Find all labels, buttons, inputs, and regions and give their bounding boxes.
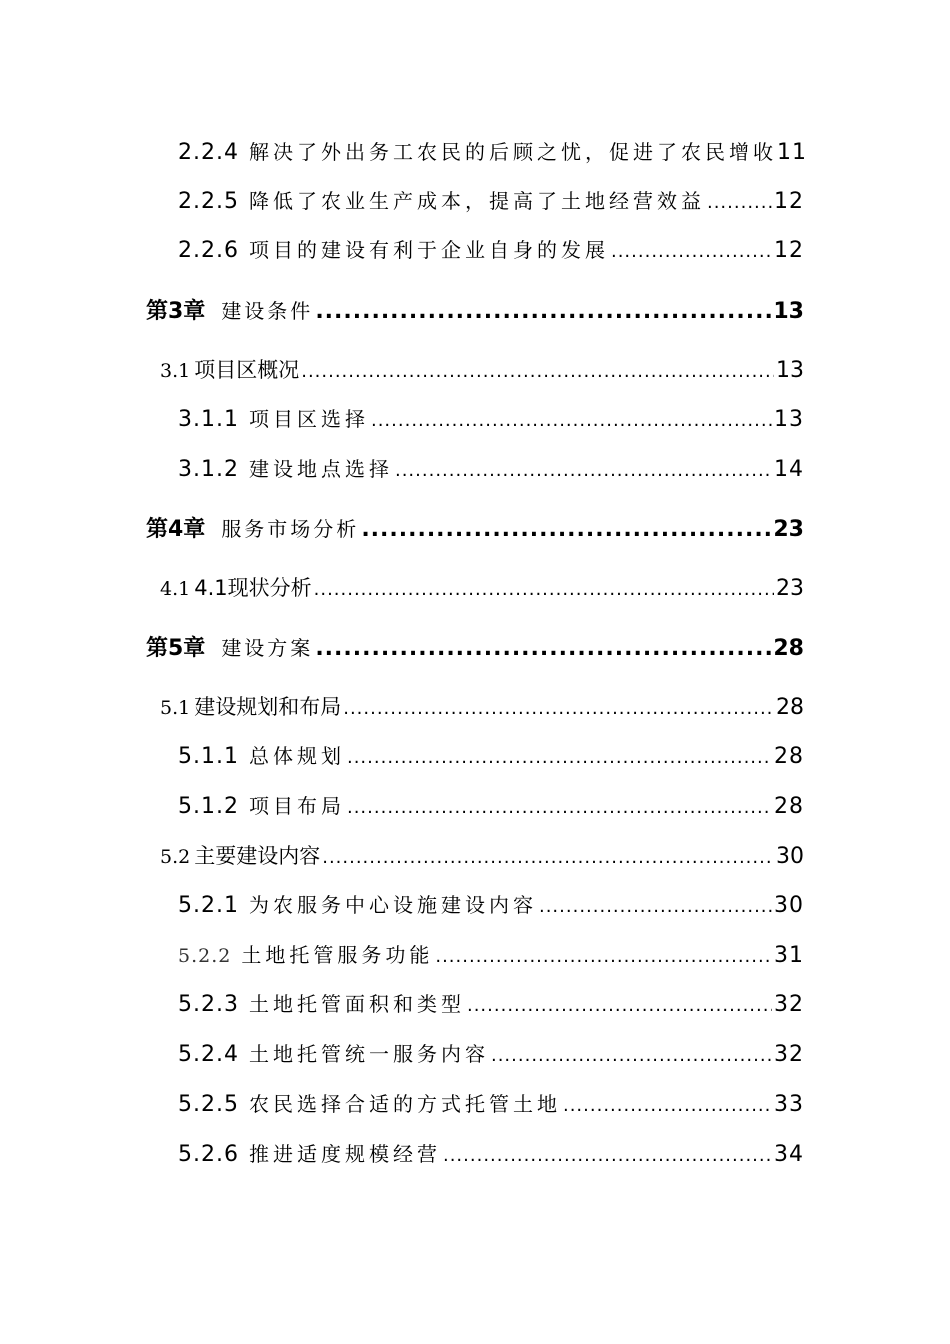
toc-entry[interactable] [178, 403, 804, 432]
toc-entry-number: 5.2.5 [178, 1092, 239, 1117]
toc-entry-number: 第3章 [146, 299, 206, 324]
toc-entry-title: 为农服务中心设施建设内容 [248, 893, 537, 917]
toc-entry-number: 3.1 [160, 360, 191, 382]
toc-entry-title: 项目区选择 [248, 407, 369, 431]
toc-entry-number: 5.2.2 [178, 945, 232, 967]
toc-entry-title: 建设方案 [221, 636, 314, 660]
toc-entry-page: 34 [774, 1142, 804, 1167]
toc-entry-number: 5.1.1 [178, 744, 239, 769]
toc-leader-dots [395, 460, 772, 481]
toc-entry-title: 项目的建设有利于企业自身的发展 [248, 238, 609, 262]
toc-entry-page: 12 [774, 189, 804, 214]
toc-entry-title: 建设条件 [221, 299, 314, 323]
toc-entry-number: 5.2.1 [178, 893, 239, 918]
toc-entry-number: 2.2.5 [178, 189, 239, 214]
toc-entry[interactable] [160, 354, 804, 384]
toc-entry-number: 5.2.4 [178, 1042, 239, 1067]
toc-entry-page: 23 [776, 576, 804, 601]
toc-entry[interactable] [160, 572, 804, 602]
toc-leader-dots [347, 797, 772, 818]
toc-entry-page: 32 [774, 1042, 804, 1067]
toc-entry-title: 降低了农业生产成本，提高了土地经营效益 [248, 189, 705, 213]
toc-entry[interactable] [178, 1038, 804, 1067]
toc-entry-title: 项目布局 [248, 794, 345, 818]
toc-entry-page: 28 [774, 794, 804, 819]
toc-entry-title: 总体规划 [248, 744, 345, 768]
toc-entry-title: 服务市场分析 [221, 517, 360, 541]
toc-entry[interactable] [178, 1088, 804, 1117]
toc-entry-page: 28 [776, 695, 804, 720]
toc-entry[interactable] [178, 790, 804, 819]
toc-entry[interactable] [178, 136, 807, 165]
toc-leader-dots [315, 299, 771, 324]
toc-chapter-entry[interactable] [146, 631, 804, 662]
toc-leader-dots [371, 410, 772, 431]
toc-entry-number: 5.2 [160, 846, 191, 868]
toc-leader-dots [611, 241, 772, 262]
toc-entry[interactable] [160, 840, 804, 870]
toc-leader-dots [315, 636, 771, 661]
toc-entry[interactable] [178, 185, 804, 214]
toc-entry-number: 第4章 [146, 517, 206, 542]
toc-entry[interactable] [178, 234, 804, 263]
toc-entry-title: 4.1现状分析 [194, 576, 312, 600]
toc-entry-page: 13 [773, 299, 804, 324]
toc-entry[interactable] [178, 453, 804, 482]
toc-entry-page: 32 [774, 992, 804, 1017]
toc-entry-number: 5.2.6 [178, 1142, 239, 1167]
toc-entry-page: 28 [773, 636, 804, 661]
toc-leader-dots [491, 1045, 772, 1066]
toc-entry-number: 3.1.1 [178, 407, 239, 432]
toc-entry-page: 13 [774, 407, 804, 432]
toc-entry-title: 土地托管面积和类型 [248, 992, 465, 1016]
toc-entry-title: 建设规划和布局 [194, 695, 342, 719]
toc-entry-page: 30 [774, 893, 804, 918]
toc-entry-number: 5.1 [160, 697, 191, 719]
toc-entry-number: 3.1.2 [178, 457, 239, 482]
toc-leader-dots [707, 192, 772, 213]
toc-entry-title: 土地托管统一服务内容 [248, 1042, 489, 1066]
toc-leader-dots [435, 946, 772, 967]
toc-entry-page: 13 [776, 358, 804, 383]
toc-entry-page: 30 [776, 844, 804, 869]
toc-entry[interactable] [178, 1138, 804, 1167]
toc-leader-dots [314, 579, 774, 600]
toc-entry-number: 4.1 [160, 578, 191, 600]
toc-leader-dots [301, 361, 774, 382]
toc-leader-dots [539, 896, 772, 917]
toc-leader-dots [467, 995, 772, 1016]
toc-entry-title: 建设地点选择 [248, 457, 393, 481]
toc-entry-number: 第5章 [146, 636, 206, 661]
toc-entry-page: 12 [774, 238, 804, 263]
toc-entry-title: 项目区概况 [194, 358, 300, 382]
toc-entry-title: 解决了外出务工农民的后顾之忧，促进了农民增收 [248, 140, 777, 164]
toc-leader-dots [347, 747, 772, 768]
toc-entry-page: 33 [774, 1092, 804, 1117]
toc-leader-dots [322, 847, 774, 868]
toc-entry-page: 28 [774, 744, 804, 769]
toc-entry[interactable] [160, 691, 804, 721]
toc-entry-title: 主要建设内容 [194, 844, 321, 868]
toc-entry-page: 14 [774, 457, 804, 482]
toc-entry-page: 11 [776, 140, 807, 165]
toc-entry-title: 土地托管服务功能 [241, 943, 434, 967]
toc-leader-dots [343, 698, 774, 719]
toc-entry[interactable] [178, 889, 804, 918]
toc-chapter-entry[interactable] [146, 512, 804, 543]
toc-entry[interactable] [178, 988, 804, 1017]
toc-entry-page: 23 [773, 517, 804, 542]
toc-entry-number: 2.2.6 [178, 238, 239, 263]
toc-entry[interactable] [178, 939, 804, 968]
toc-leader-dots [563, 1095, 772, 1116]
toc-entry-number: 5.2.3 [178, 992, 239, 1017]
toc-chapter-entry[interactable] [146, 294, 804, 325]
toc-entry-title: 推进适度规模经营 [248, 1142, 441, 1166]
toc-leader-dots [443, 1145, 772, 1166]
toc-entry-number: 2.2.4 [178, 140, 239, 165]
toc-entry-number: 5.1.2 [178, 794, 239, 819]
toc-entry-page: 31 [774, 943, 804, 968]
toc-entry[interactable] [178, 740, 804, 769]
toc-leader-dots [361, 517, 771, 542]
toc-entry-title: 农民选择合适的方式托管土地 [248, 1092, 561, 1116]
